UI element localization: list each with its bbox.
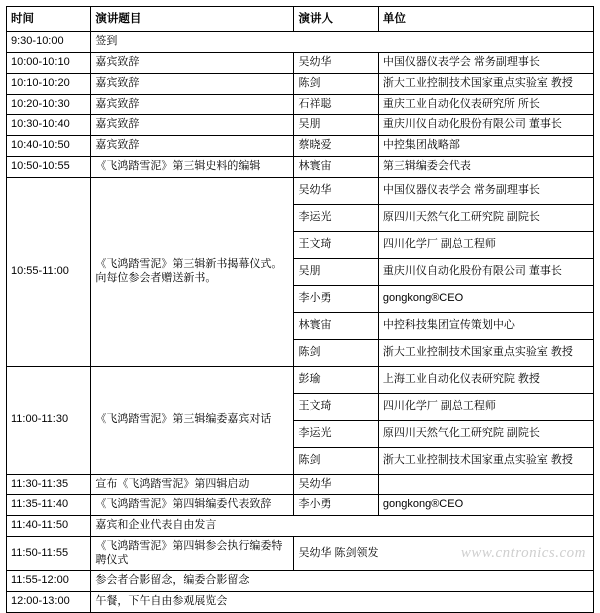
header-speaker: 演讲人 [294,7,378,32]
cell-time: 10:40-10:50 [7,136,91,157]
header-time: 时间 [7,7,91,32]
cell-speaker: 王文琦 [294,393,378,420]
cell-topic: 午餐，下午自由参观展览会 [91,592,594,613]
cell-speaker: 林寰宙 [294,156,378,177]
cell-topic: 《飞鸿踏雪泥》第三辑编委嘉宾对话 [91,366,294,474]
table-row [7,366,594,393]
cell-speaker: 王文琦 [294,231,378,258]
table-row [7,94,594,115]
cell-org: 原四川天然气化工研究院 副院长 [378,204,593,231]
cell-time: 10:10-10:20 [7,73,91,94]
cell-topic: 《飞鸿踏雪泥》第四辑编委代表致辞 [91,495,294,516]
table-row [7,474,594,495]
cell-org: gongkong®CEO [378,495,593,516]
cell-org: 中国仪器仪表学会 常务副理事长 [378,177,593,204]
agenda-table [6,6,594,613]
cell-speaker: 吴幼华 [294,474,378,495]
table-row [7,115,594,136]
cell-topic: 嘉宾致辞 [91,115,294,136]
cell-org: 中控集团战略部 [378,136,593,157]
cell-speaker: 陈剑 [294,447,378,474]
cell-org: 重庆川仪自动化股份有限公司 董事长 [378,258,593,285]
table-row [7,495,594,516]
cell-topic: 参会者合影留念，编委合影留念 [91,571,594,592]
cell-org: 第三辑编委会代表 [378,156,593,177]
cell-time: 11:55-12:00 [7,571,91,592]
cell-time: 10:20-10:30 [7,94,91,115]
cell-time: 10:55-11:00 [7,177,91,366]
cell-org: 原四川天然气化工研究院 副院长 [378,420,593,447]
table-row [7,136,594,157]
cell-speaker: 陈剑 [294,339,378,366]
cell-speaker: 李小勇 [294,495,378,516]
table-header-row [7,7,594,32]
cell-org: 上海工业自动化仪表研究院 教授 [378,366,593,393]
cell-org: 四川化学厂 副总工程师 [378,231,593,258]
cell-time: 9:30-10:00 [7,32,91,53]
cell-speaker: 李运光 [294,204,378,231]
cell-org: 重庆川仪自动化股份有限公司 董事长 [378,115,593,136]
cell-speaker: 石祥聪 [294,94,378,115]
cell-org: 浙大工业控制技术国家重点实验室 教授 [378,73,593,94]
cell-org: 浙大工业控制技术国家重点实验室 教授 [378,447,593,474]
cell-org [378,474,593,495]
cell-speaker: 陈剑 [294,73,378,94]
cell-time: 10:50-10:55 [7,156,91,177]
cell-time: 10:30-10:40 [7,115,91,136]
cell-speaker: 蔡晓爱 [294,136,378,157]
cell-topic: 《飞鸿踏雪泥》第三辑新书揭幕仪式。向每位参会者赠送新书。 [91,177,294,366]
cell-org: 重庆工业自动化仪表研究所 所长 [378,94,593,115]
cell-topic: 嘉宾致辞 [91,94,294,115]
table-row [7,536,594,571]
cell-speaker: 吴幼华 陈剑领发 [294,536,594,571]
cell-topic: 嘉宾致辞 [91,73,294,94]
cell-speaker: 吴朋 [294,258,378,285]
cell-speaker: 林寰宙 [294,312,378,339]
agenda-container [6,6,594,613]
cell-org: gongkong®CEO [378,285,593,312]
table-row [7,177,594,204]
cell-topic: 嘉宾致辞 [91,136,294,157]
table-row [7,156,594,177]
table-row [7,73,594,94]
table-header [7,7,594,32]
cell-topic: 《飞鸿踏雪泥》第四辑参会执行编委特聘仪式 [91,536,294,571]
cell-speaker: 吴幼华 [294,177,378,204]
cell-topic: 嘉宾致辞 [91,53,294,74]
table-body [7,32,594,613]
cell-org: 四川化学厂 副总工程师 [378,393,593,420]
site-watermark: www.cntronics.com [460,545,586,561]
cell-speaker: 吴幼华 [294,53,378,74]
cell-topic: 《飞鸿踏雪泥》第三辑史料的编辑 [91,156,294,177]
cell-topic: 嘉宾和企业代表自由发言 [91,516,594,537]
header-topic: 演讲题目 [91,7,294,32]
cell-time: 11:30-11:35 [7,474,91,495]
table-row [7,516,594,537]
header-org: 单位 [378,7,593,32]
table-row [7,571,594,592]
cell-speaker: 李小勇 [294,285,378,312]
cell-topic: 签到 [91,32,594,53]
cell-time: 12:00-13:00 [7,592,91,613]
cell-topic: 宣布《飞鸿踏雪泥》第四辑启动 [91,474,294,495]
cell-time: 11:35-11:40 [7,495,91,516]
cell-time: 11:00-11:30 [7,366,91,474]
table-row [7,53,594,74]
table-row [7,32,594,53]
cell-speaker: 吴朋 [294,115,378,136]
cell-speaker: 李运光 [294,420,378,447]
cell-time: 11:50-11:55 [7,536,91,571]
cell-org: 浙大工业控制技术国家重点实验室 教授 [378,339,593,366]
cell-time: 10:00-10:10 [7,53,91,74]
table-row [7,592,594,613]
cell-org: 中国仪器仪表学会 常务副理事长 [378,53,593,74]
cell-time: 11:40-11:50 [7,516,91,537]
cell-speaker: 彭瑜 [294,366,378,393]
cell-org: 中控科技集团宣传策划中心 [378,312,593,339]
